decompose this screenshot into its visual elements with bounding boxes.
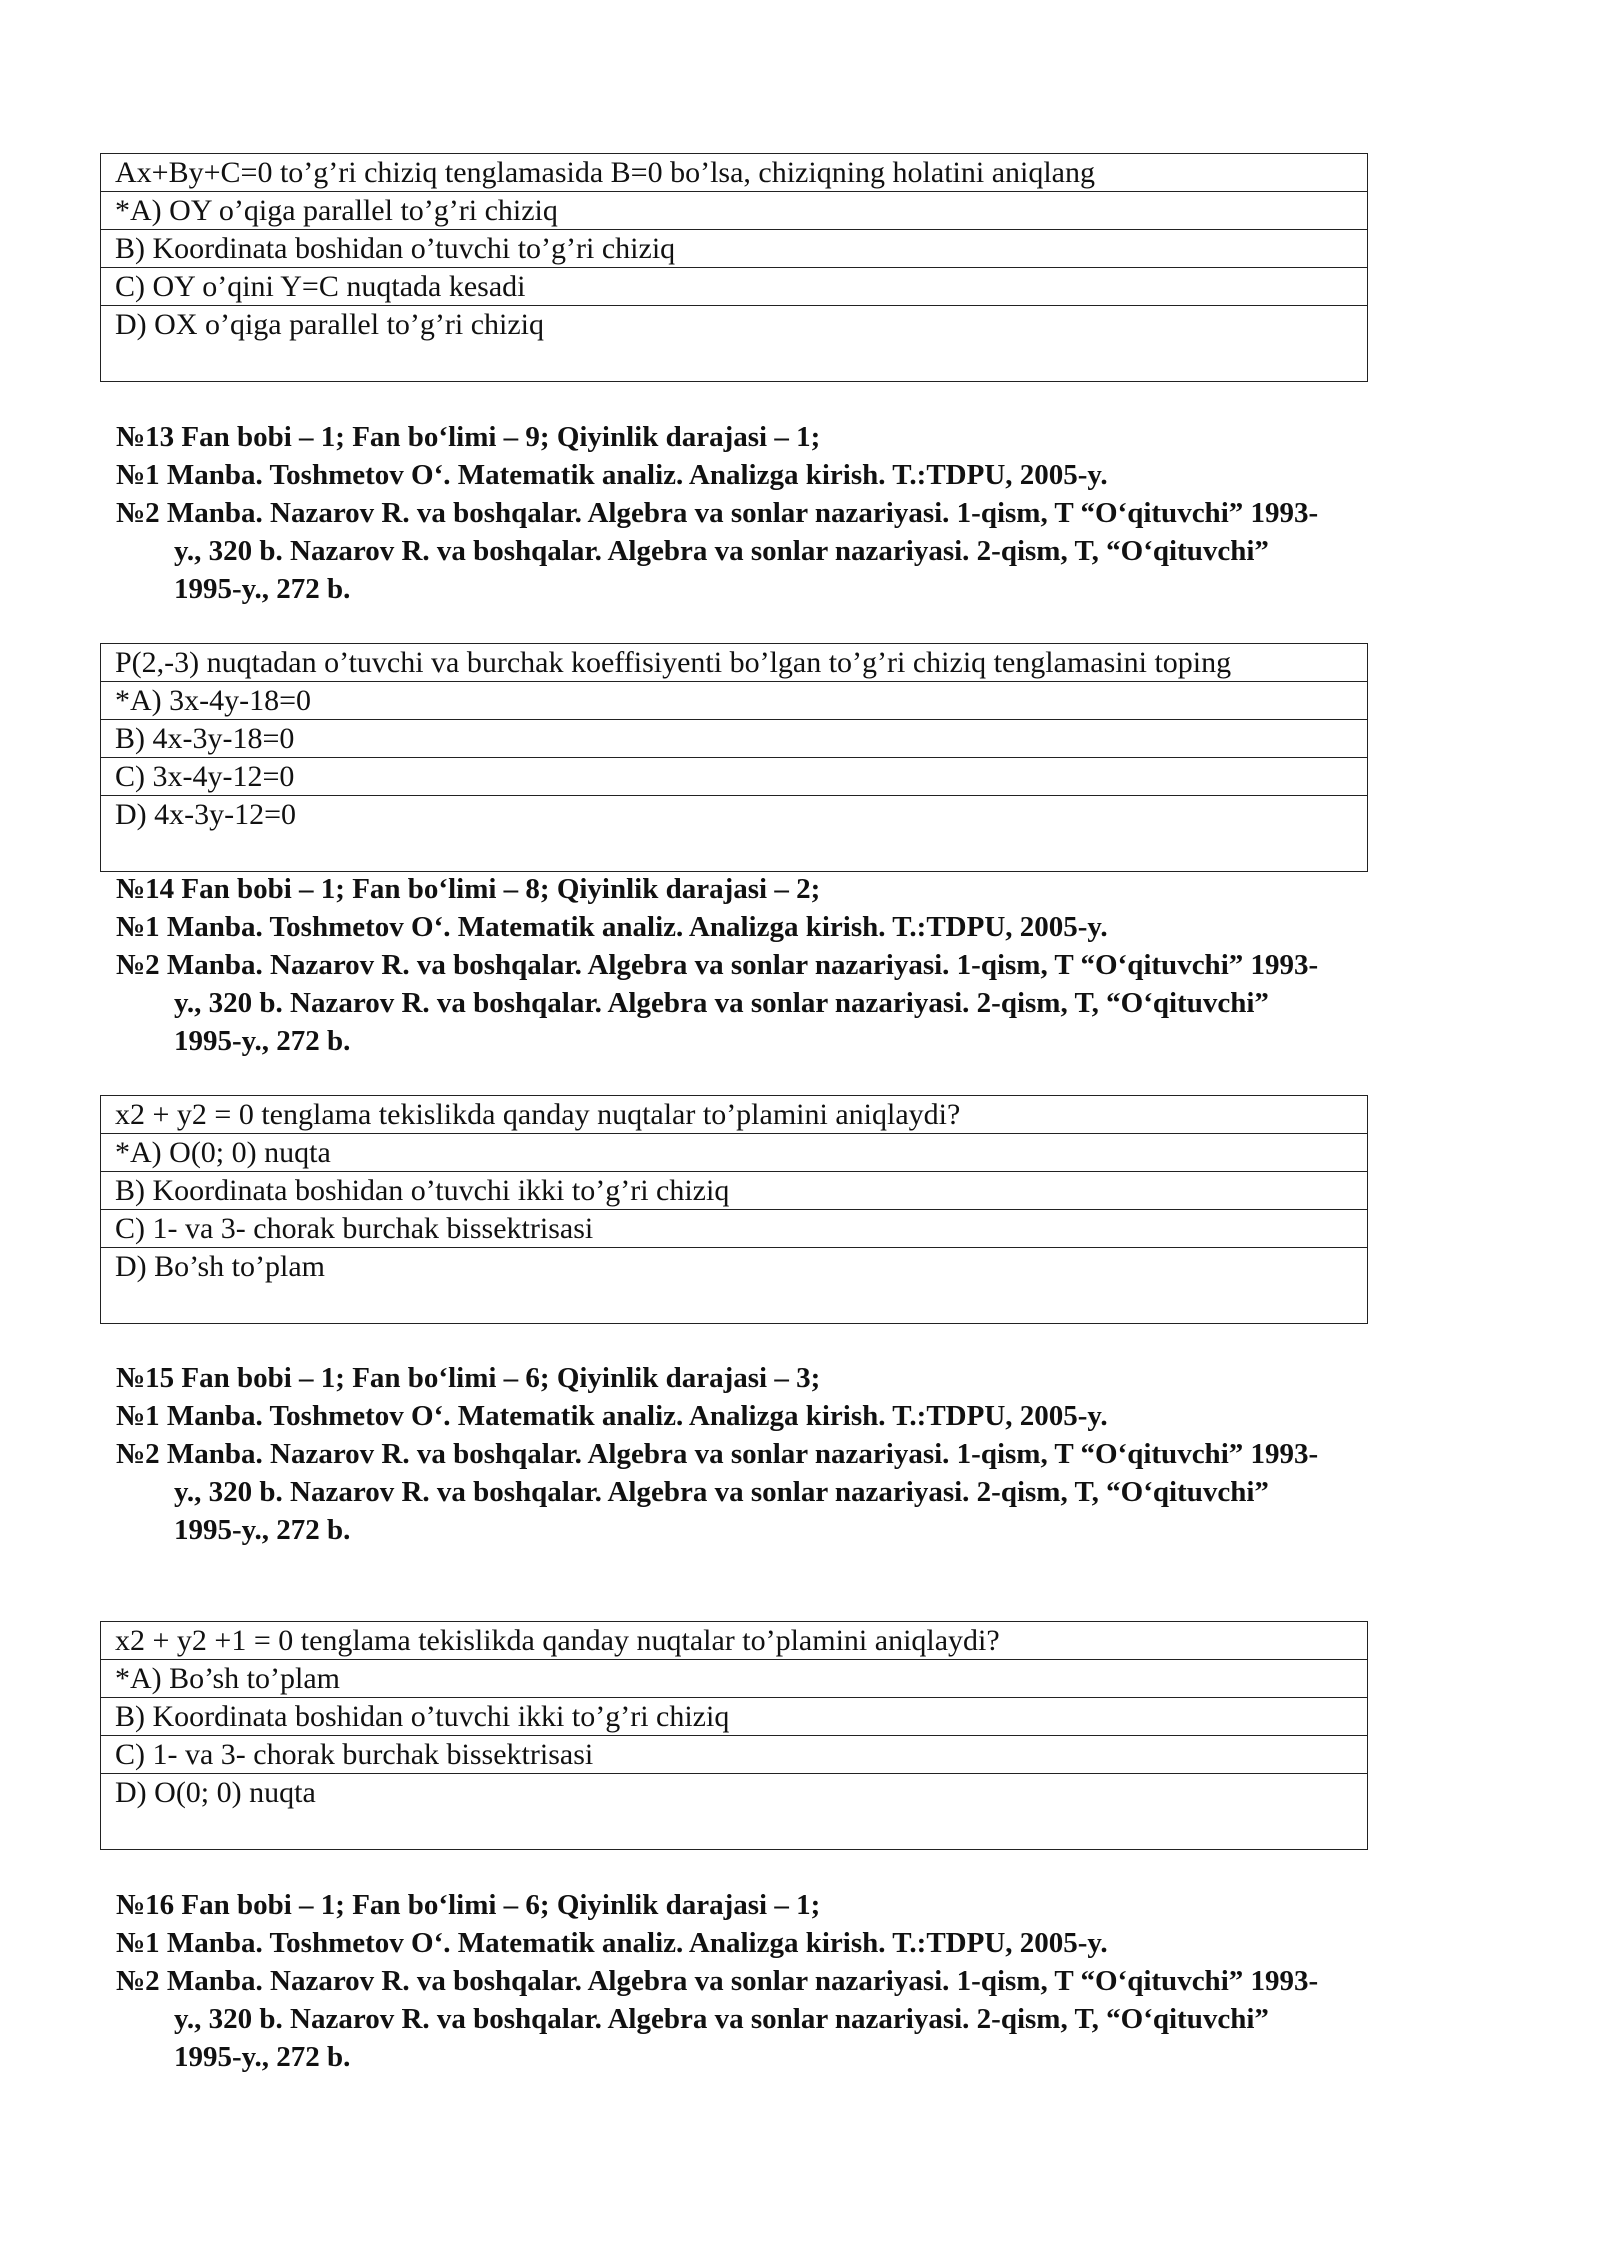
option-a: *A) OY o’qiga parallel to’g’ri chiziq bbox=[101, 192, 1367, 230]
meta-header: №16 Fan bobi – 1; Fan bo‘limi – 6; Qiyinlik darajasi – 1; bbox=[116, 1889, 821, 1921]
meta-source-2-cont: y., 320 b. Nazarov R. va boshqalar. Algebra va sonlar nazariyasi. 2-qism, T, “O‘qituvchi” bbox=[174, 1476, 1269, 1508]
question-meta-15 bbox=[116, 1359, 1496, 1549]
meta-header: №13 Fan bobi – 1; Fan bo‘limi – 9; Qiyinlik darajasi – 1; bbox=[116, 421, 821, 453]
question-meta-16 bbox=[116, 1886, 1496, 2076]
meta-source-1: №1 Manba. Toshmetov O‘. Matematik analiz. Analizga kirish. T.:TDPU, 2005-y. bbox=[116, 1927, 1108, 1959]
option-d: D) Bo’sh to’plam bbox=[115, 1250, 325, 1283]
option-b: B) Koordinata boshidan o’tuvchi ikki to’g’ri chiziq bbox=[101, 1698, 1367, 1736]
meta-header: №14 Fan bobi – 1; Fan bo‘limi – 8; Qiyinlik darajasi – 2; bbox=[116, 873, 821, 905]
meta-source-2: №2 Manba. Nazarov R. va boshqalar. Algebra va sonlar nazariyasi. 1-qism, T “O‘qituvchi” 1993- bbox=[116, 1438, 1319, 1470]
meta-source-2-cont: y., 320 b. Nazarov R. va boshqalar. Algebra va sonlar nazariyasi. 2-qism, T, “O‘qituvchi” bbox=[174, 987, 1269, 1019]
meta-source-1: №1 Manba. Toshmetov O‘. Matematik analiz. Analizga kirish. T.:TDPU, 2005-y. bbox=[116, 459, 1108, 491]
meta-source-2-cont: 1995-y., 272 b. bbox=[174, 1514, 351, 1546]
option-b: B) 4x-3y-18=0 bbox=[101, 720, 1367, 758]
option-b: B) Koordinata boshidan o’tuvchi ikki to’g’ri chiziq bbox=[101, 1172, 1367, 1210]
option-c: C) 3x-4y-12=0 bbox=[101, 758, 1367, 796]
question-table-4 bbox=[100, 1621, 1368, 1850]
option-c: C) OY o’qini Y=C nuqtada kesadi bbox=[101, 268, 1367, 306]
option-d: D) OX o’qiga parallel to’g’ri chiziq bbox=[115, 308, 545, 341]
meta-source-2: №2 Manba. Nazarov R. va boshqalar. Algebra va sonlar nazariyasi. 1-qism, T “O‘qituvchi” 1993- bbox=[116, 497, 1319, 529]
meta-source-2-cont: 1995-y., 272 b. bbox=[174, 1025, 351, 1057]
question-meta-13 bbox=[116, 418, 1496, 608]
option-d: D) 4x-3y-12=0 bbox=[115, 798, 297, 831]
question-table-2 bbox=[100, 643, 1368, 872]
question-text: Ax+By+C=0 to’g’ri chiziq tenglamasida B=0 bo’lsa, chiziqning holatini aniqlang bbox=[101, 154, 1367, 192]
meta-header: №15 Fan bobi – 1; Fan bo‘limi – 6; Qiyinlik darajasi – 3; bbox=[116, 1362, 821, 1394]
option-b: B) Koordinata boshidan o’tuvchi to’g’ri chiziq bbox=[101, 230, 1367, 268]
meta-source-2: №2 Manba. Nazarov R. va boshqalar. Algebra va sonlar nazariyasi. 1-qism, T “O‘qituvchi” 1993- bbox=[116, 1965, 1319, 1997]
meta-source-2-cont: 1995-y., 272 b. bbox=[174, 573, 351, 605]
question-text: x2 + y2 = 0 tenglama tekislikda qanday nuqtalar to’plamini aniqlaydi? bbox=[101, 1096, 1367, 1134]
question-table-3 bbox=[100, 1095, 1368, 1324]
question-text: P(2,-3) nuqtadan o’tuvchi va burchak koeffisiyenti bo’lgan to’g’ri chiziq tenglamasini toping bbox=[101, 644, 1367, 682]
option-a: *A) 3x-4y-18=0 bbox=[101, 682, 1367, 720]
question-table-1 bbox=[100, 153, 1368, 382]
meta-source-1: №1 Manba. Toshmetov O‘. Matematik analiz. Analizga kirish. T.:TDPU, 2005-y. bbox=[116, 1400, 1108, 1432]
option-c: C) 1- va 3- chorak burchak bissektrisasi bbox=[101, 1736, 1367, 1774]
option-a: *A) Bo’sh to’plam bbox=[101, 1660, 1367, 1698]
option-c: C) 1- va 3- chorak burchak bissektrisasi bbox=[101, 1210, 1367, 1248]
meta-source-2-cont: 1995-y., 272 b. bbox=[174, 2041, 351, 2073]
meta-source-1: №1 Manba. Toshmetov O‘. Matematik analiz. Analizga kirish. T.:TDPU, 2005-y. bbox=[116, 911, 1108, 943]
option-d: D) O(0; 0) nuqta bbox=[115, 1776, 316, 1809]
question-text: x2 + y2 +1 = 0 tenglama tekislikda qanday nuqtalar to’plamini aniqlaydi? bbox=[101, 1622, 1367, 1660]
meta-source-2: №2 Manba. Nazarov R. va boshqalar. Algebra va sonlar nazariyasi. 1-qism, T “O‘qituvchi” 1993- bbox=[116, 949, 1319, 981]
meta-source-2-cont: y., 320 b. Nazarov R. va boshqalar. Algebra va sonlar nazariyasi. 2-qism, T, “O‘qituvchi” bbox=[174, 2003, 1269, 2035]
question-meta-14 bbox=[116, 870, 1496, 1060]
meta-source-2-cont: y., 320 b. Nazarov R. va boshqalar. Algebra va sonlar nazariyasi. 2-qism, T, “O‘qituvchi” bbox=[174, 535, 1269, 567]
option-a: *A) O(0; 0) nuqta bbox=[101, 1134, 1367, 1172]
